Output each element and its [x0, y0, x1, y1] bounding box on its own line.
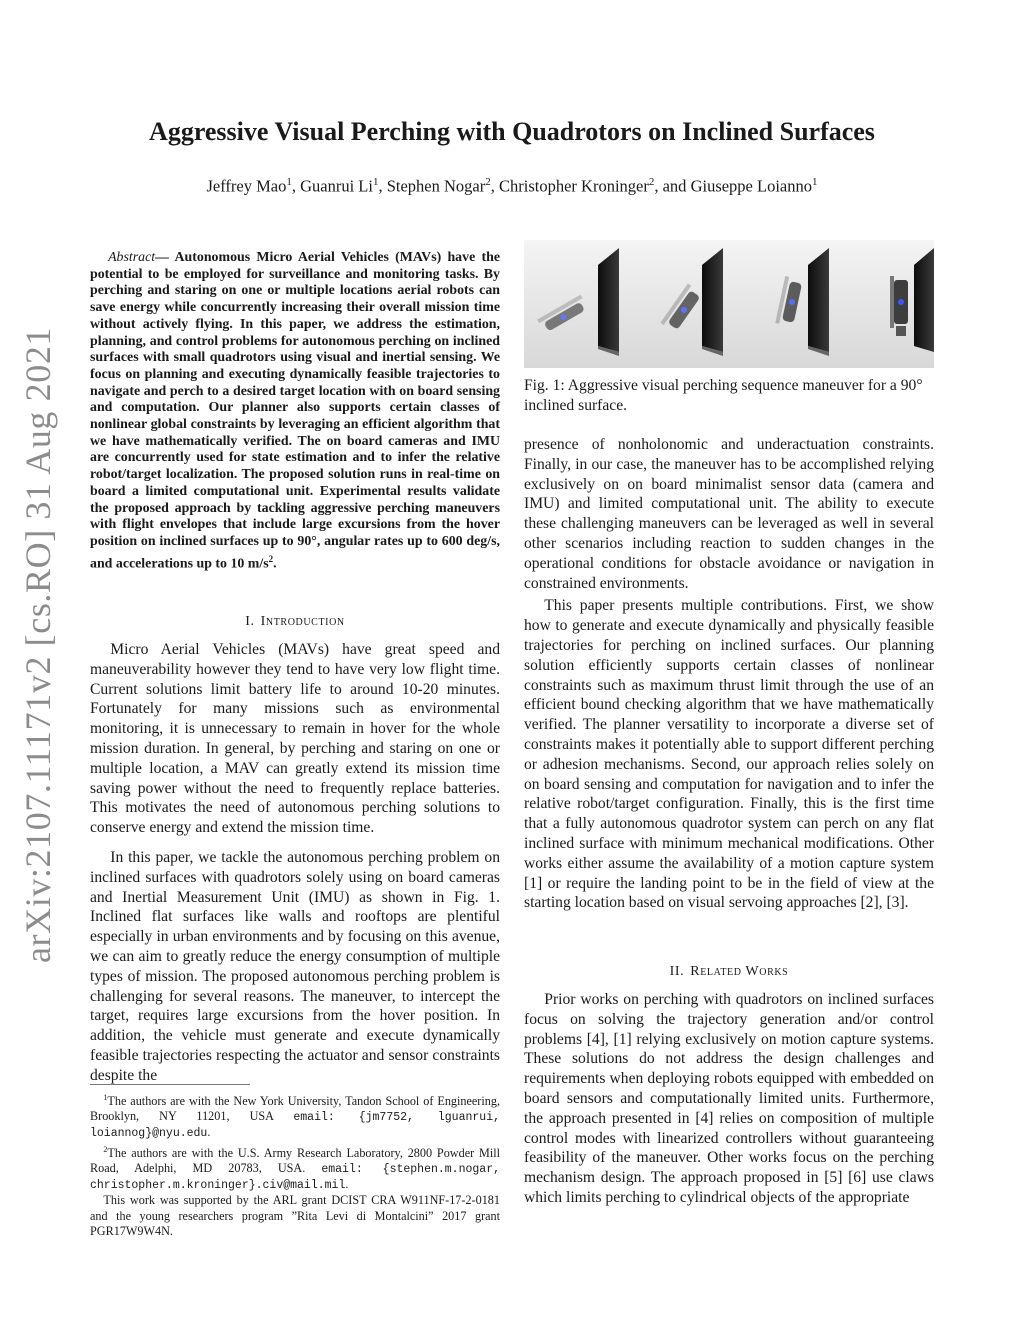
footnote-email: email: {jm7752, lguanrui, loiannog}@nyu.edu: [90, 1111, 500, 1141]
section-number: I.: [245, 614, 255, 629]
author-affiliation: 2: [485, 176, 491, 188]
footnote: [90, 1090, 500, 1142]
funding-note: This work was supported by the ARL grant DCIST CRA W911NF-17-2-0181 and the young researchers program ”Rita Levi di Montalcini” 2017 grant PGR17W9W4N.: [90, 1193, 500, 1238]
paper-title: Aggressive Visual Perching with Quadrotors on Inclined Surfaces: [149, 117, 875, 146]
paragraph: This paper presents multiple contributions. First, we show how to generate and execute dynamically and physically feasible trajectories for perching on inclined surfaces. Our planning solution efficiently supports certain classes of nonlinear constraints such as maximum thrust limit through the use of an efficient bound checking algorithm that we have mathematically verified. The planner versatility to incorporate a diverse set of constraints makes it potentially able to support different perching or adhesion mechanisms. Second, our approach relies solely on on board sensing and computation for navigation and to infer the relative robot/target configuration. Finally, this is the first time that a fully autonomous quadrotor system can perch on any flat inclined surface with minimum mechanical modifications. Other works either assume the availability of a motion capture system [1] or require the landing point to be in the field of view at the starting location based on visual servoing approaches [2], [3].: [524, 597, 934, 912]
footnotes: [90, 1090, 500, 1239]
footnote-text: The authors are with the New York University, Tandon School of Engineering, Brooklyn, NY 11201, USA: [90, 1094, 500, 1124]
footnote-mark: 1: [103, 1093, 108, 1102]
figure-caption: [524, 376, 934, 416]
paragraph: In this paper, we tackle the autonomous perching problem on inclined surfaces with quadrotors solely using on board cameras and Inertial Measurement Unit (IMU) as shown in Fig. 1. Inclined flat surfaces like walls and rooftops are plentiful especially in urban environments and by focusing on this avenue, we can aim to greatly reduce the energy consumption of multiple types of mission. The proposed autonomous perching problem is challenging for several reasons. The maneuver, to intercept the target, requires large excursions from the hover position. In addition, the vehicle must generate and execute dynamically feasible trajectories respecting the actuator and sensor constraints despite the: [90, 848, 500, 1084]
author-affiliation: 1: [812, 176, 818, 188]
author-separator: ,: [490, 176, 499, 196]
footnote-end: .: [345, 1177, 349, 1192]
section-heading-introduction: [90, 614, 500, 630]
author-list: [60, 176, 964, 197]
author-affiliation: 2: [648, 176, 655, 188]
paragraph: Prior works on perching with quadrotors on inclined surfaces focus on solving the trajectory generation and/or control problems [4], [1] relying exclusively on motion capture systems. These solutions do not address the design challenges and requirements when deploying robots equipped with embedded on board sensors and computationally limited units. Furthermore, the approach presented in [4] relies on composition of multiple control modes with linearized controllers without guaranteeing feasibility of the maneuver. Other works focus on the perching mechanism design. The approach proposed in [5] [6] use claws which limits perching to cylindrical objects of the appropriate: [524, 991, 934, 1206]
footnote-mark: 2: [103, 1144, 108, 1154]
author-name: Jeffrey Mao: [206, 176, 287, 196]
abstract-label: Abstract: [108, 250, 156, 265]
author-affiliation: 1: [286, 176, 292, 188]
footnote-text: The authors are with the U.S. Army Research Laboratory, 2800 Powder Mill Road, Adelphi, MD 20783, USA.: [90, 1145, 500, 1175]
introduction-body: [90, 640, 500, 1086]
footnote: [90, 1142, 500, 1194]
author-affiliation: 1: [372, 176, 379, 188]
section-title: Introduction: [260, 614, 345, 629]
abstract-end: .: [273, 556, 277, 572]
section-number: II.: [669, 964, 685, 979]
abstract: [90, 250, 500, 573]
section-heading-related-works: [524, 964, 934, 980]
author-name: Giuseppe Loianno: [690, 176, 812, 196]
arxiv-identifier: [13, 326, 63, 964]
footnote-end: .: [207, 1125, 211, 1140]
figure-image: [524, 240, 934, 368]
introduction-continued: [524, 435, 934, 913]
abstract-dash: —: [155, 250, 175, 265]
arxiv-identifier-text: arXiv:2107.11171v2 [cs.RO] 31 Aug 2021: [18, 326, 58, 964]
author-separator: , and: [654, 176, 691, 196]
abstract-exponent: 2: [268, 553, 274, 564]
related-works-body: [524, 990, 934, 1208]
abstract-text: Autonomous Micro Aerial Vehicles (MAVs) have the potential to be employed for surveillance and monitoring tasks. By perching and staring on one or multiple locations aerial robots can save energy while concurrently increasing their overall mission time without actively flying. In this paper, we address the estimation, planning, and control problems for autonomous perching on inclined surfaces with small quadrotors using visual and inertial sensing. We focus on planning and executing dynamically feasible trajectories to navigate and perch to a desired target location with on board sensing and computation. Our planner also supports certain classes of nonlinear global constraints by leveraging an efficient algorithm that we have mathematically verified. The on board cameras and IMU are concurrently used for state estimation and to infer the relative robot/target localization. The proposed solution runs in real-time on board a limited computational unit. Experimental results validate the proposed approach by tackling aggressive perching maneuvers with flight envelopes that include large excursions from the hover position on inclined surfaces up to 90°, angular rates up to 600 deg/s, and accelerations up to 10 m/s: [90, 250, 500, 572]
figure-caption-text: Fig. 1: Aggressive visual perching sequence maneuver for a 90° inclined surface.: [524, 377, 923, 414]
figure-perching-sequence: [524, 240, 934, 368]
author-name: Stephen Nogar: [386, 176, 486, 196]
author-separator: ,: [378, 176, 387, 196]
paragraph: Micro Aerial Vehicles (MAVs) have great speed and maneuverability however they tend to have very low flight time. Current solutions limit battery life to around 10-20 minutes. Fortunately for many missions such as environmental monitoring, it is unnecessary to remain in hover for the whole mission duration. In general, by perching and staring on one or multiple location, a MAV can greatly extend its mission time saving power without the need to frequently replace batteries. This motivates the need of autonomous perching solutions to conserve energy and extend the mission time.: [90, 641, 500, 837]
section-title: Related Works: [690, 964, 789, 979]
author-name: Guanrui Li: [300, 176, 373, 196]
footnote-email: email: {stephen.m.nogar, christopher.m.kroninger}.civ@mail.mil: [90, 1162, 500, 1193]
author-separator: ,: [291, 176, 301, 196]
author-name: Christopher Kroninger: [499, 176, 649, 196]
footnote-rule: [90, 1084, 250, 1085]
paragraph: presence of nonholonomic and underactuation constraints. Finally, in our case, the maneuver has to be accomplished relying exclusively on on board minimalist sensor data (camera and IMU) and limited computational unit. The ability to execute these challenging maneuvers can be leveraged as well in several other scenarios including reaction to sudden changes in the operational conditions for obstacle avoidance or navigation in constrained environments.: [524, 436, 934, 592]
